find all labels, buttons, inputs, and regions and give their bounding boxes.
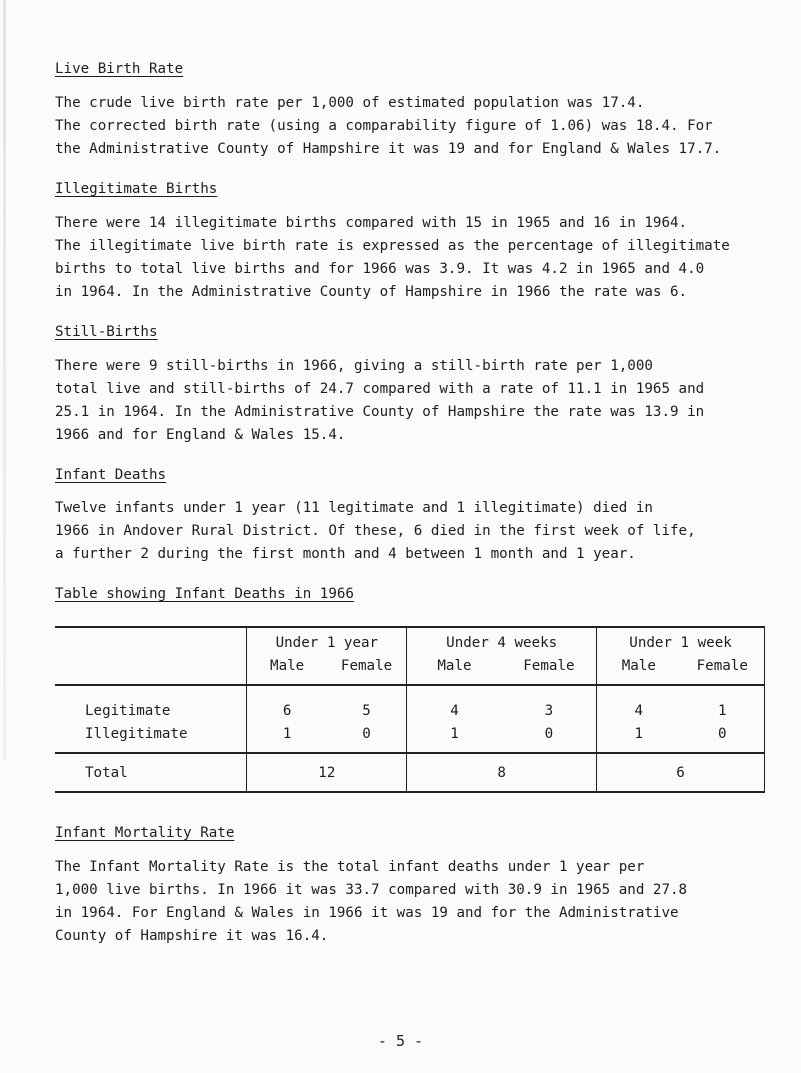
cell-value: 4 xyxy=(407,685,502,723)
cell-value: 6 xyxy=(247,685,327,723)
table-subheader-row xyxy=(55,655,765,685)
subheader-male: Male xyxy=(597,655,681,685)
table-title: Table showing Infant Deaths in 1966 xyxy=(55,586,354,602)
total-under-1-week: 6 xyxy=(597,753,765,792)
paragraph-infant-mortality-rate: The Infant Mortality Rate is the total infant deaths under 1 year per 1,000 live births. In 1966 it was 33.7 compared with 30.9 in 1965 and 27.8 in 1964. For England & Wales in 1966 it was 19 and for the Administrative County of Hampshire it was 16.4. xyxy=(55,859,688,944)
heading-infant-mortality-rate: Infant Mortality Rate xyxy=(55,825,235,841)
table-row-total xyxy=(55,753,765,792)
subheader-male: Male xyxy=(407,655,502,685)
table-row-illegitimate xyxy=(55,723,765,753)
total-under-1-year: 12 xyxy=(247,753,407,792)
header-under-1-year: Under 1 year xyxy=(247,627,407,655)
cell-value: 0 xyxy=(681,723,765,753)
cell-value: 1 xyxy=(597,723,681,753)
table-group-header-row xyxy=(55,627,765,655)
paragraph-still-births: There were 9 still-births in 1966, giving a still-birth rate per 1,000 total live and still-births of 24.7 compared with a rate of 11.1 in 1965 and 25.1 in 1964. In the Administrative County of Hampshire the rate was 13.9 in 1966 and for England & Wales 15.4. xyxy=(55,358,705,443)
subheader-female: Female xyxy=(327,655,407,685)
table-corner-cell xyxy=(55,655,247,685)
subheader-female: Female xyxy=(681,655,765,685)
row-label: Illegitimate xyxy=(55,723,247,753)
heading-live-birth-rate: Live Birth Rate xyxy=(55,61,184,77)
page-edge-shadow xyxy=(3,0,6,760)
cell-value: 1 xyxy=(681,685,765,723)
infant-deaths-table xyxy=(55,626,765,793)
subheader-male: Male xyxy=(247,655,327,685)
paragraph-live-birth-rate: The crude live birth rate per 1,000 of estimated population was 17.4. The corrected birth rate (using a comparability figure of 1.06) was 18.4. For the Administrative County of Hampshire it was 19 and for England & Wales 17.7. xyxy=(55,95,722,157)
heading-infant-deaths: Infant Deaths xyxy=(55,467,167,483)
heading-still-births: Still-Births xyxy=(55,324,158,340)
paragraph-illegitimate-births: There were 14 illegitimate births compared with 15 in 1965 and 16 in 1964. The illegitimate live birth rate is expressed as the percentage of illegitimate births to total live births and for 1966 was 3.9. It was 4.2 in 1965 and 4.0 in 1964. In the Administrative County of Hampshire in 1966 the rate was 6. xyxy=(55,215,730,300)
row-label: Total xyxy=(55,753,247,792)
cell-value: 1 xyxy=(407,723,502,753)
page-number: - 5 - xyxy=(377,1032,424,1050)
total-under-4-weeks: 8 xyxy=(407,753,597,792)
cell-value: 3 xyxy=(544,703,554,719)
header-under-4-weeks: Under 4 weeks xyxy=(407,627,597,655)
header-under-1-week: Under 1 week xyxy=(597,627,765,655)
cell-value: 4 xyxy=(597,685,681,723)
paragraph-infant-deaths: Twelve infants under 1 year (11 legitimate and 1 illegitimate) died in 1966 in Andover Rural District. Of these, 6 died in the first week of life, a further 2 during the first month and 4 between 1 month and 1 year. xyxy=(55,500,696,562)
cell-value: 1 xyxy=(247,723,327,753)
table-row-legitimate xyxy=(55,685,765,723)
heading-illegitimate-births: Illegitimate Births xyxy=(55,181,218,197)
cell-value: 0 xyxy=(502,723,597,753)
row-label: Legitimate xyxy=(85,703,171,719)
table-corner-cell xyxy=(55,627,247,655)
cell-value: 5 xyxy=(362,703,371,719)
subheader-female: Female xyxy=(502,655,597,685)
cell-value: 0 xyxy=(327,723,407,753)
